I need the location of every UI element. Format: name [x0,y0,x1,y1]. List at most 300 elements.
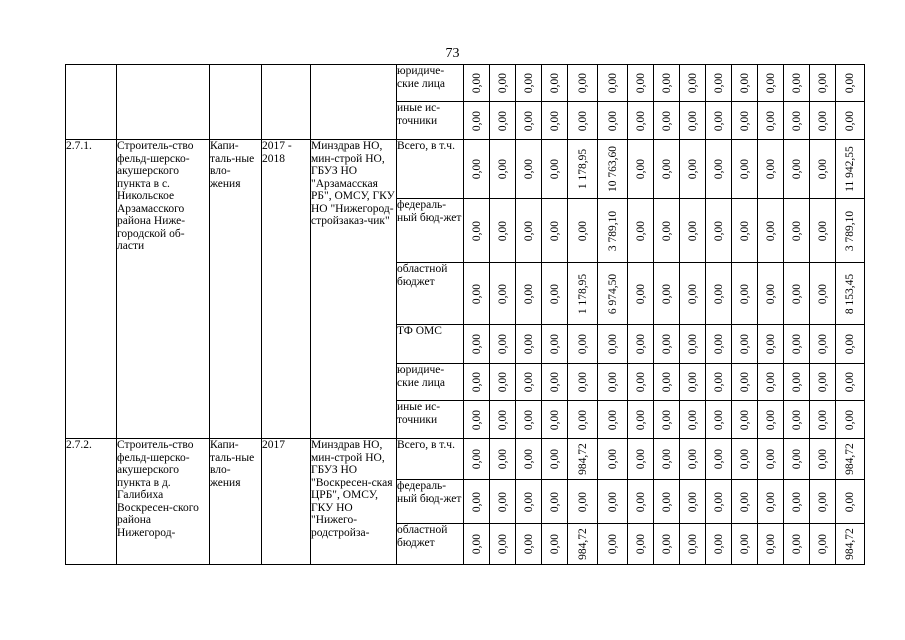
value-cell [758,439,784,480]
value-cell [568,65,598,102]
value-text: 0,00 [576,220,589,241]
value-cell [464,65,490,102]
value-cell [542,140,568,199]
value-cell [568,439,598,480]
value-cell [598,263,628,325]
value-cell [758,65,784,102]
value-text: 0,00 [764,371,777,393]
value-cell [706,439,732,480]
value-text: 0,00 [790,371,803,393]
value-text: 0,00 [548,110,561,131]
value-text: 0,00 [634,72,647,94]
value-cell [810,140,836,199]
empty-name-cell [117,65,210,140]
value-cell [680,65,706,102]
value-cell [654,263,680,325]
value-cell [628,65,654,102]
value-text: 0,00 [712,533,725,555]
value-cell [464,263,490,325]
value-cell [810,480,836,524]
value-text: 3 789,10 [844,210,856,251]
value-text: 0,00 [790,72,803,94]
value-cell [542,439,568,480]
value-cell [516,102,542,140]
project-code-cell: 2.7.2. [66,439,117,565]
value-text: 0,00 [764,491,777,512]
value-text: 0,00 [470,371,483,393]
value-text: 0,00 [686,283,699,304]
value-cell [654,401,680,439]
value-cell [758,263,784,325]
empty-type-cell [210,65,262,140]
value-text: 0,00 [790,110,803,131]
value-text: 0,00 [816,371,829,393]
value-cell [490,65,516,102]
funding-source-cell: федераль-ный бюд-жет [397,480,464,524]
value-text: 0,00 [738,220,751,241]
value-text: 0,00 [790,448,803,470]
value-cell [680,263,706,325]
value-cell [784,480,810,524]
value-text: 0,00 [712,283,725,304]
value-text: 0,00 [496,448,509,470]
value-cell [732,480,758,524]
value-cell [490,263,516,325]
value-cell [836,325,865,364]
value-cell [810,439,836,480]
value-cell [490,199,516,263]
value-cell [784,325,810,364]
value-cell [758,199,784,263]
value-text: 0,00 [576,491,589,512]
value-text: 10 763,60 [606,146,619,192]
value-cell [542,65,568,102]
value-text: 0,00 [764,448,777,470]
value-text: 0,00 [606,448,619,470]
value-cell [464,480,490,524]
project-name-cell: Строитель-ство фельд-шерско-акушерского пункта в с. Никольское Арзамасского района Ниже-городской об-ласти [117,140,210,439]
empty-period-cell [262,65,311,140]
funding-source-cell: юридиче-ские лица [397,364,464,401]
value-text: 0,00 [470,110,483,131]
value-text: 0,00 [738,158,751,180]
value-cell [654,524,680,565]
value-text: 0,00 [790,158,803,180]
value-text: 0,00 [496,371,509,393]
value-cell [706,364,732,401]
table-row [66,140,865,199]
value-text: 0,00 [686,491,699,512]
value-cell [732,263,758,325]
value-cell [680,102,706,140]
value-cell [598,102,628,140]
value-cell [568,199,598,263]
value-cell [542,364,568,401]
value-cell [810,401,836,439]
value-cell [628,263,654,325]
value-cell [836,65,865,102]
value-text: 3 789,10 [606,210,619,251]
funding-source-cell: областной бюджет [397,524,464,565]
value-text: 0,00 [522,110,535,131]
value-cell [464,439,490,480]
value-cell [598,325,628,364]
value-text: 0,00 [738,448,751,470]
value-text: 0,00 [548,220,561,241]
value-cell [836,480,865,524]
value-text: 0,00 [816,220,829,241]
value-text: 0,00 [712,333,725,355]
value-text: 0,00 [496,283,509,304]
value-text: 6 974,50 [606,273,619,314]
value-cell [810,102,836,140]
value-text: 0,00 [738,371,751,393]
value-text: 0,00 [634,333,647,355]
value-text: 0,00 [606,72,619,94]
value-text: 0,00 [496,158,509,180]
value-cell [628,140,654,199]
value-text: 0,00 [816,533,829,555]
value-cell [490,480,516,524]
value-cell [654,364,680,401]
value-cell [680,401,706,439]
value-text: 0,00 [660,371,673,393]
empty-executor-cell [311,65,397,140]
value-text: 0,00 [738,409,751,430]
table-row [66,65,865,102]
value-cell [654,480,680,524]
value-cell [628,480,654,524]
funding-source-cell: иные ис-точники [397,102,464,140]
value-text: 0,00 [548,72,561,94]
value-cell [568,480,598,524]
value-text: 0,00 [712,110,725,131]
value-text: 0,00 [470,220,483,241]
value-cell [732,524,758,565]
value-text: 0,00 [686,333,699,355]
value-text: 984,72 [576,443,589,475]
value-cell [680,140,706,199]
value-cell [758,364,784,401]
value-cell [490,439,516,480]
value-text: 0,00 [790,533,803,555]
value-cell [732,65,758,102]
value-cell [568,401,598,439]
value-cell [732,199,758,263]
page-number: 73 [445,46,460,61]
value-text: 0,00 [844,72,856,94]
value-cell [516,364,542,401]
value-text: 0,00 [470,491,483,512]
value-text: 0,00 [790,333,803,355]
value-cell [784,439,810,480]
value-text: 8 153,45 [844,273,856,314]
value-text: 0,00 [634,409,647,430]
value-cell [758,102,784,140]
value-cell [654,140,680,199]
value-cell [628,364,654,401]
value-cell [464,524,490,565]
value-text: 0,00 [816,448,829,470]
value-cell [836,439,865,480]
funding-source-cell: Всего, в т.ч. [397,140,464,199]
value-text: 0,00 [522,220,535,241]
value-text: 0,00 [686,371,699,393]
value-cell [680,480,706,524]
value-cell [758,401,784,439]
value-text: 0,00 [844,409,856,430]
value-text: 0,00 [548,371,561,393]
value-text: 0,00 [522,371,535,393]
funding-source-cell: иные ис-точники [397,401,464,439]
value-text: 0,00 [816,333,829,355]
value-cell [680,439,706,480]
value-cell [758,325,784,364]
value-text: 0,00 [522,333,535,355]
value-text: 0,00 [686,533,699,555]
value-cell [810,263,836,325]
program-table [65,64,865,565]
value-cell [654,439,680,480]
value-text: 0,00 [496,110,509,131]
value-cell [732,364,758,401]
value-cell [706,140,732,199]
value-text: 0,00 [764,283,777,304]
value-text: 0,00 [738,283,751,304]
value-cell [568,140,598,199]
value-text: 1 178,95 [576,148,589,190]
value-text: 0,00 [816,491,829,512]
value-text: 0,00 [470,158,483,180]
value-cell [836,364,865,401]
value-cell [628,401,654,439]
value-text: 0,00 [548,491,561,512]
value-cell [706,199,732,263]
value-text: 0,00 [548,158,561,180]
value-cell [598,439,628,480]
value-text: 0,00 [844,371,856,393]
value-cell [490,401,516,439]
value-cell [706,524,732,565]
value-cell [464,364,490,401]
value-text: 0,00 [576,72,589,94]
value-cell [490,102,516,140]
value-text: 0,00 [606,533,619,555]
value-cell [516,140,542,199]
table-body [66,65,865,565]
value-cell [654,199,680,263]
value-cell [598,364,628,401]
value-cell [784,364,810,401]
value-cell [516,65,542,102]
value-cell [732,325,758,364]
value-cell [758,140,784,199]
value-cell [628,325,654,364]
value-text: 0,00 [606,371,619,393]
value-text: 0,00 [522,158,535,180]
value-text: 0,00 [660,533,673,555]
value-cell [706,325,732,364]
funding-source-cell: областной бюджет [397,263,464,325]
value-cell [836,263,865,325]
value-text: 0,00 [738,110,751,131]
value-cell [464,199,490,263]
value-text: 0,00 [686,110,699,131]
value-cell [784,199,810,263]
value-cell [706,480,732,524]
value-cell [784,524,810,565]
value-cell [836,140,865,199]
value-cell [680,364,706,401]
value-cell [810,524,836,565]
table-row [66,439,865,480]
value-text: 0,00 [470,283,483,304]
value-cell [628,439,654,480]
value-cell [464,102,490,140]
value-cell [490,140,516,199]
value-cell [598,65,628,102]
value-text: 0,00 [660,283,673,304]
value-cell [784,140,810,199]
value-text: 0,00 [576,371,589,393]
value-cell [598,524,628,565]
value-cell [758,524,784,565]
value-text: 0,00 [496,491,509,512]
value-cell [706,102,732,140]
value-text: 0,00 [634,158,647,180]
value-text: 0,00 [522,533,535,555]
value-text: 0,00 [634,110,647,131]
value-cell [784,263,810,325]
value-cell [810,325,836,364]
value-text: 0,00 [660,220,673,241]
value-cell [654,65,680,102]
value-text: 0,00 [764,158,777,180]
value-text: 0,00 [816,158,829,180]
value-text: 0,00 [548,283,561,304]
value-text: 0,00 [576,409,589,430]
value-cell [542,325,568,364]
value-text: 0,00 [496,409,509,430]
value-cell [706,65,732,102]
value-text: 0,00 [634,220,647,241]
value-cell [810,65,836,102]
value-cell [706,401,732,439]
value-cell [654,325,680,364]
value-cell [568,263,598,325]
value-text: 0,00 [764,220,777,241]
value-text: 0,00 [844,110,856,131]
value-text: 0,00 [686,72,699,94]
value-text: 0,00 [576,110,589,131]
value-text: 0,00 [712,158,725,180]
value-text: 1 178,95 [576,273,589,314]
value-text: 0,00 [606,409,619,430]
value-cell [680,524,706,565]
project-period-cell: 2017 - 2018 [262,140,311,439]
value-cell [706,263,732,325]
value-text: 0,00 [606,110,619,131]
value-text: 0,00 [470,409,483,430]
funding-source-cell: Всего, в т.ч. [397,439,464,480]
value-cell [784,65,810,102]
value-text: 0,00 [844,491,856,512]
value-text: 0,00 [712,409,725,430]
project-code-cell: 2.7.1. [66,140,117,439]
value-cell [464,325,490,364]
value-cell [810,364,836,401]
value-text: 0,00 [634,491,647,512]
value-cell [516,439,542,480]
value-text: 0,00 [660,158,673,180]
value-cell [516,325,542,364]
value-text: 984,72 [576,528,589,560]
value-cell [654,102,680,140]
value-cell [464,140,490,199]
value-cell [732,439,758,480]
value-cell [568,325,598,364]
value-text: 0,00 [764,409,777,430]
value-text: 0,00 [548,409,561,430]
funding-source-cell: федераль-ный бюд-жет [397,199,464,263]
value-text: 0,00 [522,72,535,94]
value-text: 0,00 [496,533,509,555]
project-name-cell: Строитель-ство фельд-шерско-акушерского пункта в д. Галибиха Воскресен-ского района Нижегород- [117,439,210,565]
value-text: 0,00 [548,533,561,555]
value-cell [598,140,628,199]
value-text: 0,00 [634,371,647,393]
value-text: 0,00 [522,409,535,430]
value-cell [784,102,810,140]
value-text: 0,00 [764,110,777,131]
value-cell [732,102,758,140]
value-text: 0,00 [606,333,619,355]
value-text: 0,00 [634,448,647,470]
value-text: 11 942,55 [844,146,856,192]
value-text: 0,00 [790,283,803,304]
value-text: 0,00 [522,283,535,304]
empty-code-cell [66,65,117,140]
value-cell [516,524,542,565]
value-text: 0,00 [522,448,535,470]
value-text: 0,00 [548,333,561,355]
value-text: 0,00 [686,220,699,241]
value-cell [464,401,490,439]
value-text: 0,00 [606,491,619,512]
value-text: 0,00 [470,533,483,555]
value-text: 984,72 [844,528,856,560]
value-cell [836,199,865,263]
value-cell [784,401,810,439]
value-cell [568,524,598,565]
value-text: 0,00 [470,333,483,355]
value-text: 0,00 [660,491,673,512]
value-cell [490,524,516,565]
value-cell [516,199,542,263]
value-text: 0,00 [816,283,829,304]
value-text: 0,00 [790,491,803,512]
value-text: 0,00 [712,220,725,241]
value-cell [568,364,598,401]
value-text: 0,00 [738,533,751,555]
value-text: 0,00 [660,409,673,430]
value-cell [542,199,568,263]
value-text: 0,00 [634,283,647,304]
value-text: 0,00 [496,333,509,355]
value-cell [628,199,654,263]
value-text: 0,00 [712,448,725,470]
funding-source-cell: ТФ ОМС [397,325,464,364]
